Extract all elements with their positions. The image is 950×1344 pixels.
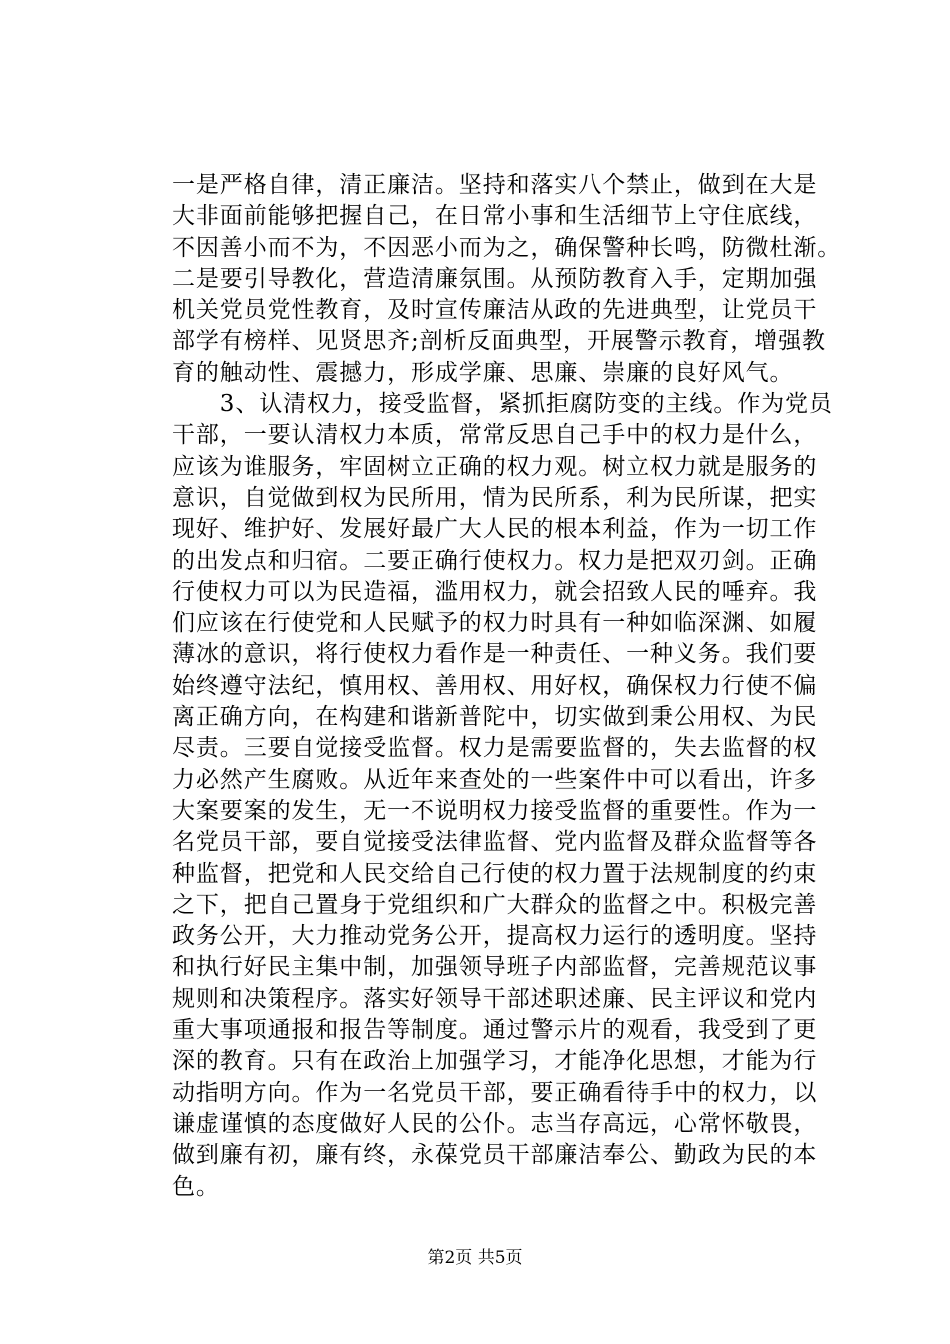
text-line: 们应该在行使党和人民赋予的权力时具有一种如临深渊、如履: [172, 610, 818, 637]
text-line: 部学有榜样、见贤思齐;剖析反面典型，开展警示教育，增强教: [172, 328, 826, 355]
text-line: 之下，把自己置身于党组织和广大群众的监督之中。积极完善: [172, 891, 818, 918]
text-line: 薄冰的意识，将行使权力看作是一种责任、一种义务。我们要: [172, 641, 818, 668]
text-line: 重大事项通报和报告等制度。通过警示片的观看，我受到了更: [172, 1017, 818, 1044]
text-line: 3、认清权力，接受监督，紧抓拒腐防变的主线。作为党员: [172, 391, 833, 418]
text-line: 离正确方向，在构建和谐新普陀中，切实做到秉公用权、为民: [172, 704, 818, 731]
text-line: 政务公开，大力推动党务公开，提高权力运行的透明度。坚持: [172, 923, 818, 950]
text-line: 深的教育。只有在政治上加强学习，才能净化思想，才能为行: [172, 1048, 818, 1075]
text-line: 种监督，把党和人民交给自己行使的权力置于法规制度的约束: [172, 860, 818, 887]
text-line: 二是要引导教化，营造清廉氛围。从预防教育入手，定期加强: [172, 265, 818, 292]
text-line: 的出发点和归宿。二要正确行使权力。权力是把双刃剑。正确: [172, 547, 818, 574]
text-line: 色。: [172, 1173, 220, 1200]
body-text: [172, 170, 842, 1203]
text-line: 意识，自觉做到权为民所用，情为民所系，利为民所谋，把实: [172, 484, 818, 511]
text-line: 机关党员党性教育，及时宣传廉洁从政的先进典型，让党员干: [172, 297, 818, 324]
text-line: 大非面前能够把握自己，在日常小事和生活细节上守住底线，: [172, 203, 818, 230]
text-line: 大案要案的发生，无一不说明权力接受监督的重要性。作为一: [172, 797, 818, 824]
text-line: 现好、维护好、发展好最广大人民的根本利益，作为一切工作: [172, 516, 818, 543]
text-line: 和执行好民主集中制，加强领导班子内部监督，完善规范议事: [172, 954, 818, 981]
text-line: 力必然产生腐败。从近年来查处的一些案件中可以看出，许多: [172, 766, 818, 793]
text-line: 谦虚谨慎的态度做好人民的公仆。志当存高远，心常怀敬畏，: [172, 1110, 818, 1137]
text-line: 一是严格自律，清正廉洁。坚持和落实八个禁止，做到在大是: [172, 172, 818, 198]
text-line: 应该为谁服务，牢固树立正确的权力观。树立权力就是服务的: [172, 453, 818, 480]
text-line: 尽责。三要自觉接受监督。权力是需要监督的，失去监督的权: [172, 735, 818, 762]
text-line: 名党员干部，要自觉接受法律监督、党内监督及群众监督等各: [172, 829, 818, 856]
text-line: 干部，一要认清权力本质，常常反思自己手中的权力是什么，: [172, 422, 818, 449]
text-line: 行使权力可以为民造福，滥用权力，就会招致人民的唾弃。我: [172, 578, 818, 605]
text-line: 始终遵守法纪，慎用权、善用权、用好权，确保权力行使不偏: [172, 672, 818, 699]
text-line: 规则和决策程序。落实好领导干部述职述廉、民主评议和党内: [172, 985, 818, 1012]
text-line: 做到廉有初，廉有终，永葆党员干部廉洁奉公、勤政为民的本: [172, 1142, 818, 1169]
text-line: 不因善小而不为，不因恶小而为之，确保警种长鸣，防微杜渐。: [172, 234, 842, 261]
text-line: 育的触动性、震撼力，形成学廉、思廉、崇廉的良好风气。: [172, 359, 794, 386]
text-line: 动指明方向。作为一名党员干部，要正确看待手中的权力，以: [172, 1079, 818, 1106]
page-footer: 第2页 共5页: [427, 1248, 523, 1268]
